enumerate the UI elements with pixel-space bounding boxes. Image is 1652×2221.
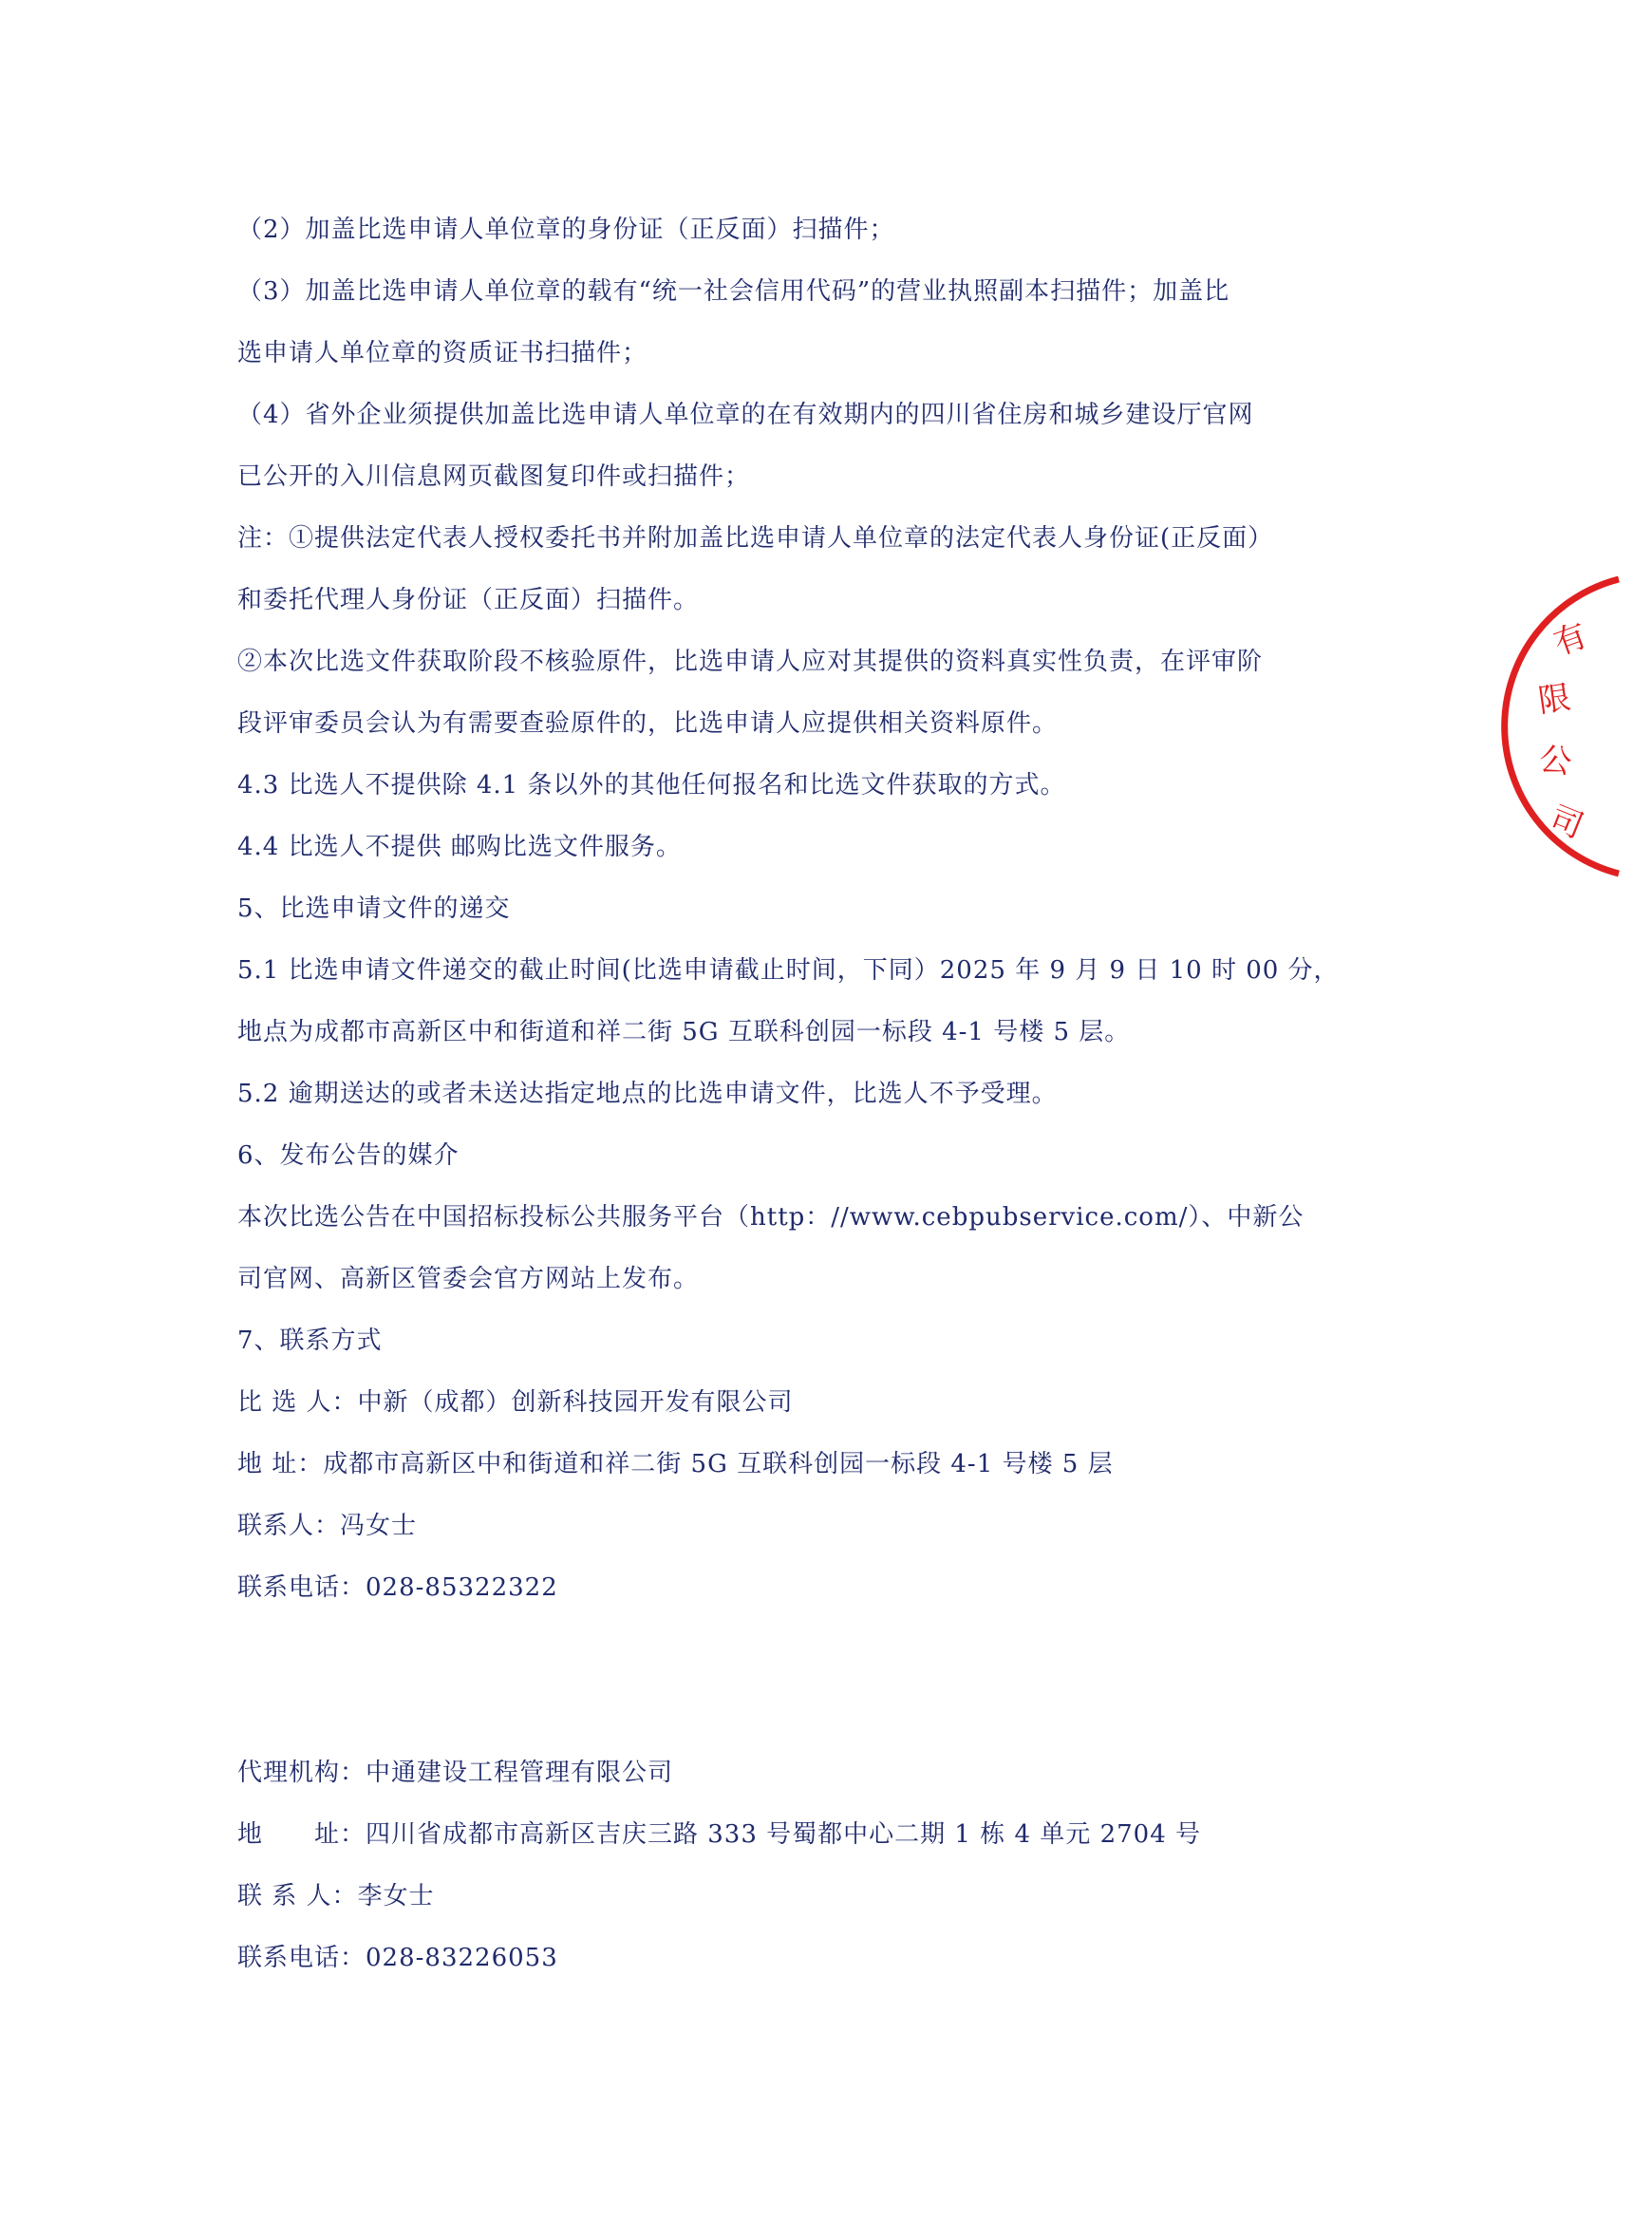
document-body	[237, 199, 1339, 1989]
text-line: ②本次比选文件获取阶段不核验原件，比选申请人应对其提供的资料真实性负责，在评审阶	[237, 648, 1264, 676]
svg-text:公: 公	[1536, 740, 1574, 782]
agent-line: 联 系 人：李女士	[237, 1882, 435, 1910]
text-line: 已公开的入川信息网页截图复印件或扫描件；	[237, 462, 751, 491]
svg-text:有: 有	[1549, 616, 1593, 664]
text-line: 司官网、高新区管委会官方网站上发布。	[237, 1265, 700, 1293]
text-line: 选申请人单位章的资质证书扫描件；	[237, 339, 648, 367]
svg-text:司: 司	[1544, 799, 1589, 847]
text-line: 5.1 比选申请文件递交的截止时间(比选申请截止时间，下同）2025 年 9 月 9 日 10 时 00 分，	[237, 956, 1340, 985]
contact-line: 联系电话：028-85322322	[237, 1573, 558, 1602]
text-line: （3）加盖比选申请人单位章的载有“统一社会信用代码”的营业执照副本扫描件；加盖比	[237, 277, 1230, 306]
contact-line: 比 选 人：中新（成都）创新科技园开发有限公司	[237, 1388, 794, 1417]
svg-text:限: 限	[1535, 678, 1573, 721]
text-line: 5.2 逾期送达的或者未送达指定地点的比选申请文件，比选人不予受理。	[237, 1080, 1058, 1108]
text-line: 地点为成都市高新区中和街道和祥二街 5G 互联科创园一标段 4-1 号楼 5 层。	[237, 1018, 1131, 1046]
text-line: （4）省外企业须提供加盖比选申请人单位章的在有效期内的四川省住房和城乡建设厅官网	[237, 401, 1254, 429]
text-line: 注：①提供法定代表人授权委托书并附加盖比选申请人单位章的法定代表人身份证(正反面）	[237, 524, 1274, 553]
text-line: 和委托代理人身份证（正反面）扫描件。	[237, 586, 700, 614]
company-seal-stamp	[1519, 570, 1652, 883]
section-heading: 7、联系方式	[237, 1327, 383, 1355]
agent-line: 代理机构：中通建设工程管理有限公司	[237, 1759, 674, 1787]
text-line: 本次比选公告在中国招标投标公共服务平台（http：//www.cebpubservice.com/）、中新公	[237, 1203, 1305, 1232]
instructions-section	[237, 199, 1339, 1619]
agent-line: 地 址：四川省成都市高新区吉庆三路 333 号蜀都中心二期 1 栋 4 单元 2704 号	[237, 1820, 1201, 1849]
section-heading: 6、发布公告的媒介	[237, 1141, 460, 1170]
spacer	[237, 1619, 1339, 1742]
contact-line: 联系人：冯女士	[237, 1512, 418, 1540]
section-heading: 5、比选申请文件的递交	[237, 894, 511, 923]
agent-line: 联系电话：028-83226053	[237, 1944, 558, 1972]
text-line: 4.3 比选人不提供除 4.1 条以外的其他任何报名和比选文件获取的方式。	[237, 771, 1066, 800]
text-line: 段评审委员会认为有需要查验原件的，比选申请人应提供相关资料原件。	[237, 709, 1059, 738]
text-line: （2）加盖比选申请人单位章的身份证（正反面）扫描件；	[237, 216, 895, 244]
contact-line: 地 址：成都市高新区中和街道和祥二街 5G 互联科创园一标段 4-1 号楼 5 层	[237, 1450, 1114, 1478]
text-line: 4.4 比选人不提供 邮购比选文件服务。	[237, 833, 682, 861]
agent-contact-section	[237, 1742, 1339, 1989]
